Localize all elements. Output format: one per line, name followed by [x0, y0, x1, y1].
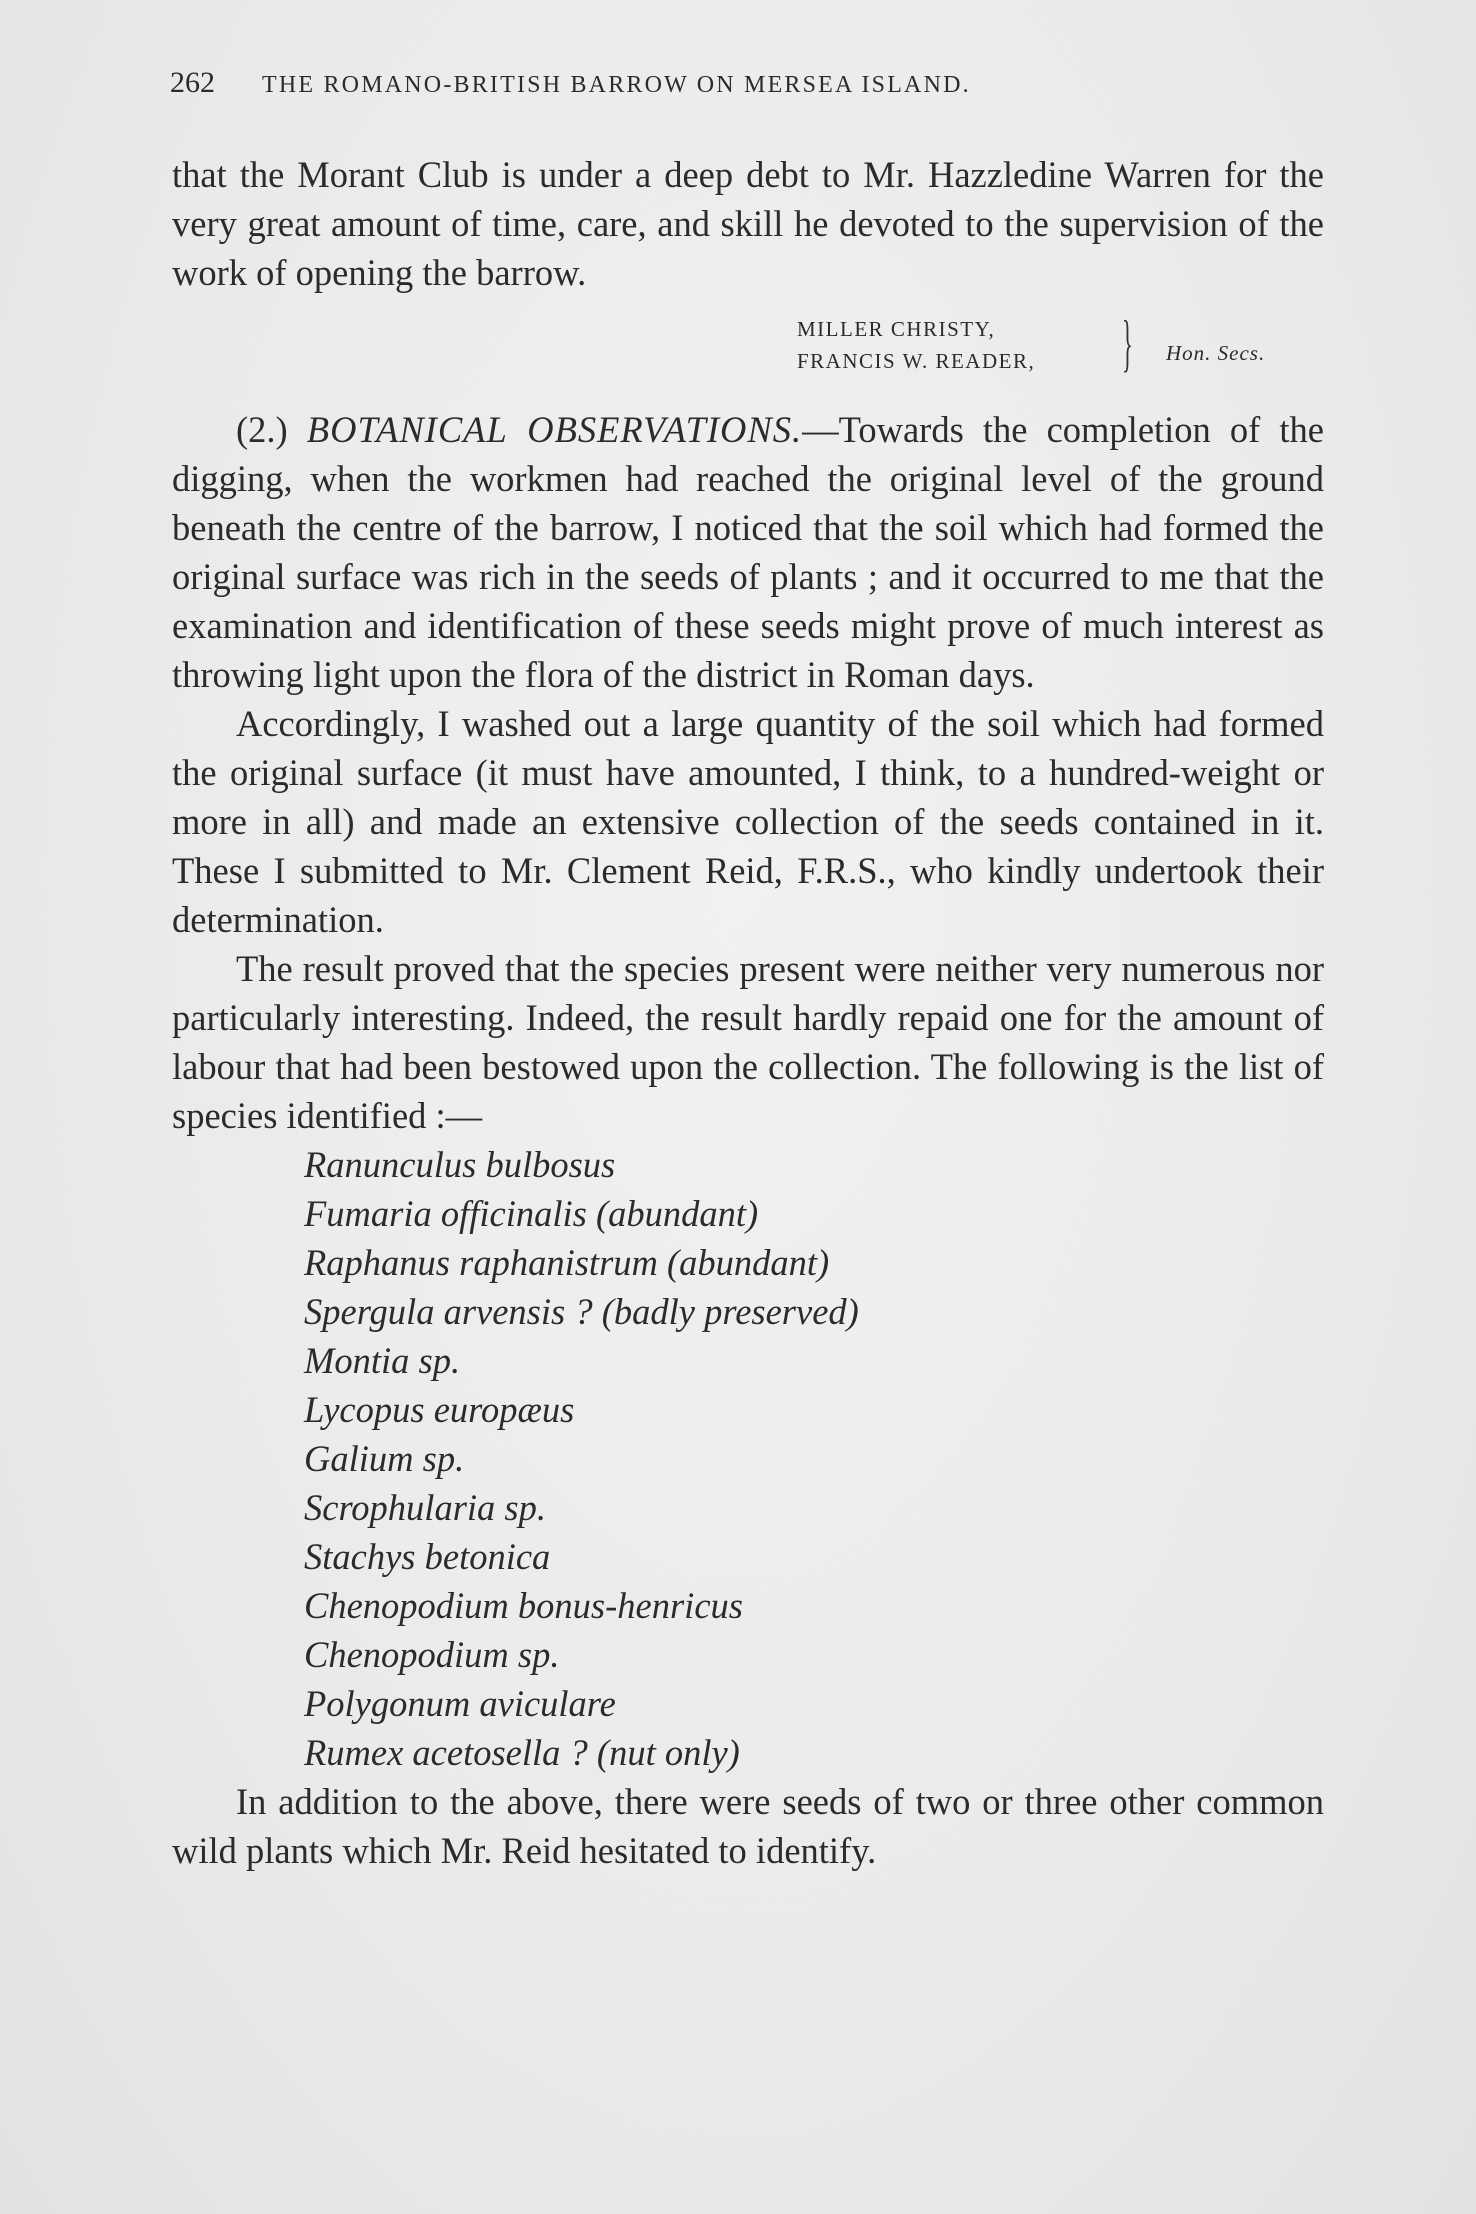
signatory-name: FRANCIS W. READER,: [797, 349, 1036, 373]
list-item: [304, 1385, 1324, 1434]
species-name: Scrophularia sp.: [304, 1487, 546, 1528]
species-name: Chenopodium bonus-henricus: [304, 1585, 743, 1626]
signature-block: [172, 309, 1324, 393]
signatory-names: [797, 313, 1035, 377]
section-paragraph-text: —Towards the completion of the digging, when the workmen had reached the original level of the ground beneath the centre of the barrow, I noticed that the soil which had formed the original surface was rich in the seeds of plants ; and it occurred to me that the examination and identification of these seeds might prove of much interest as throwing light upon the flora of the district in Roman days.: [172, 409, 1324, 695]
species-name: Fumaria officinalis: [304, 1193, 587, 1234]
section-number: (2.): [236, 409, 288, 450]
species-note: (nut only): [596, 1732, 740, 1773]
signatory-name: MILLER CHRISTY,: [797, 317, 996, 341]
species-name: Lycopus europæus: [304, 1389, 575, 1430]
list-item: [304, 1189, 1324, 1238]
list-item: [304, 1140, 1324, 1189]
species-name: Stachys betonica: [304, 1536, 551, 1577]
species-name: Chenopodium sp.: [304, 1634, 560, 1675]
species-name: Ranunculus bulbosus: [304, 1144, 616, 1185]
species-name: Montia sp.: [304, 1340, 461, 1381]
species-name: Rumex acetosella ?: [304, 1732, 588, 1773]
list-item: [304, 1728, 1324, 1777]
list-item: [304, 1336, 1324, 1385]
page-number: 262: [170, 66, 215, 99]
species-list: [172, 1140, 1324, 1777]
section-heading: BOTANICAL OBSERVATIONS.: [306, 409, 803, 450]
list-item: [304, 1581, 1324, 1630]
running-title: THE ROMANO-BRITISH BARROW ON MERSEA ISLAND.: [262, 72, 971, 98]
list-item: [304, 1483, 1324, 1532]
species-note: (abundant): [596, 1193, 759, 1234]
signatory-role: Hon. Secs.: [1166, 341, 1266, 365]
running-header: [170, 66, 1210, 100]
page-body: [172, 150, 1324, 1875]
closing-paragraph: In addition to the above, there were seeds of two or three other common wild plants which Mr. Reid hesitated to identify.: [172, 1781, 1324, 1871]
species-name: Polygonum aviculare: [304, 1683, 616, 1724]
list-item: [304, 1434, 1324, 1483]
section-first-paragraph: [172, 405, 1324, 699]
body-paragraph: The result proved that the species present were neither very numerous nor particularly interesting. Indeed, the result hardly repaid one for the amount of labour that had been bestowed upon the collection. The following is the list of species identified :—: [172, 948, 1324, 1136]
intro-paragraph: that the Morant Club is under a deep debt to Mr. Hazzledine Warren for the very great amount of time, care, and skill he devoted to the supervision of the work of opening the barrow.: [172, 154, 1324, 293]
body-paragraph: Accordingly, I washed out a large quantity of the soil which had formed the original surface (it must have amounted, I think, to a hundred-weight or more in all) and made an extensive collection of the seeds contained in it. These I submitted to Mr. Clement Reid, F.R.S., who kindly undertook their determination.: [172, 703, 1324, 940]
species-note: (badly preserved): [601, 1291, 859, 1332]
list-item: [304, 1532, 1324, 1581]
list-item: [304, 1287, 1324, 1336]
species-note: (abundant): [667, 1242, 830, 1283]
species-name: Galium sp.: [304, 1438, 465, 1479]
species-name: Raphanus raphanistrum: [304, 1242, 658, 1283]
species-name: Spergula arvensis ?: [304, 1291, 593, 1332]
brace-glyph: }: [1122, 307, 1133, 378]
list-item: [304, 1679, 1324, 1728]
list-item: [304, 1630, 1324, 1679]
list-item: [304, 1238, 1324, 1287]
